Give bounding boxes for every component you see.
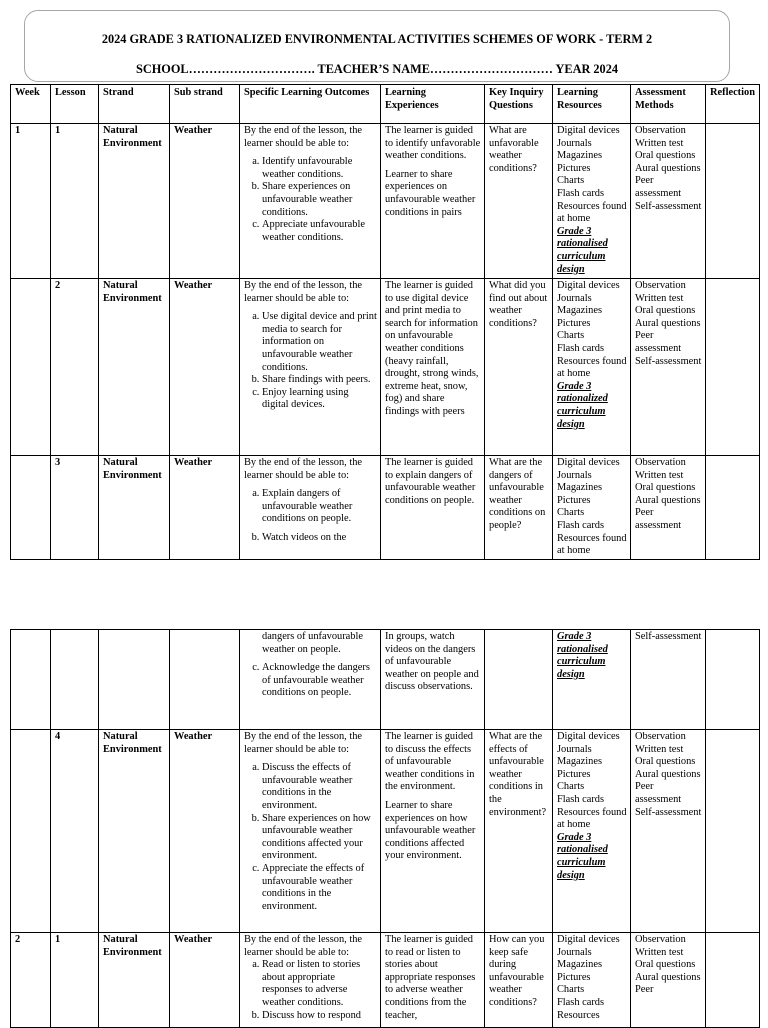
reflection-cell	[706, 456, 760, 560]
school-teacher-year-line: SCHOOL…………………………. TEACHER’S NAME………………………… YEAR 2024	[136, 62, 618, 76]
experience-text: Learner to share experiences on how unfavourable weather conditions affected your environment.	[385, 799, 476, 862]
reflection-cell	[706, 630, 760, 730]
column-header: Sub strand	[170, 85, 240, 124]
experiences-cell	[381, 279, 485, 456]
experience-text: The learner is guided to discuss the effects of unfavourable weather conditions in the environment.	[385, 731, 475, 793]
experiences-cell	[381, 730, 485, 933]
lesson-cell: 1	[51, 933, 99, 1028]
assessment-cell	[631, 630, 706, 730]
resource-item: Journals	[557, 469, 592, 481]
assessment-item: Peer assessment	[635, 781, 682, 805]
assessment-item: Observation	[635, 280, 686, 291]
resource-item: Charts	[557, 984, 585, 996]
table-row	[11, 630, 760, 730]
inquiry-question-cell: What are the dangers of unfavourable weather conditions on people?	[485, 456, 553, 560]
outcomes-intro: By the end of the lesson, the learner should be able to:	[244, 934, 363, 958]
column-header: Assessment Methods	[631, 85, 706, 124]
outcomes-list	[244, 631, 377, 656]
outcome-item: b. Share findings with peers.	[262, 374, 377, 387]
week-cell	[11, 456, 51, 560]
assessment-item: Written test	[635, 743, 684, 755]
resource-item: Magazines	[557, 959, 603, 971]
table-row	[11, 730, 760, 933]
resource-item: Digital devices	[557, 125, 620, 136]
resource-item: Flash cards	[557, 996, 605, 1008]
substrand-cell	[170, 630, 240, 730]
resources-cell	[553, 730, 631, 933]
outcomes-intro: By the end of the lesson, the learner should be able to:	[244, 125, 363, 149]
document-header-box	[24, 10, 730, 82]
document-title: 2024 GRADE 3 RATIONALIZED ENVIRONMENTAL ACTIVITIES SCHEMES OF WORK - TERM 2	[101, 32, 653, 46]
substrand-cell: Weather	[170, 279, 240, 456]
outcome-item: a. Explain dangers of unfavourable weather conditions on people.	[262, 488, 377, 526]
outcomes-cell	[240, 730, 381, 933]
substrand-cell: Weather	[170, 124, 240, 279]
outcome-item: b. Discuss how to respond	[262, 1010, 377, 1023]
week-cell: 2	[11, 933, 51, 1028]
resource-item: Resources	[557, 1009, 600, 1021]
resource-item: Flash cards	[557, 342, 605, 354]
inquiry-question-cell: How can you keep safe during unfavourable weather conditions?	[485, 933, 553, 1028]
table-header-row	[11, 85, 760, 124]
resource-item: Pictures	[557, 494, 591, 506]
assessment-item: Peer assessment	[635, 507, 682, 531]
assessment-item: Written test	[635, 137, 684, 149]
table-row	[11, 456, 760, 560]
column-header: Learning Experiences	[381, 85, 485, 124]
schemes-of-work-table-page-2	[10, 629, 760, 1028]
outcome-item: c. Enjoy learning using digital devices.	[262, 387, 377, 412]
outcomes-cell	[240, 279, 381, 456]
assessment-item: Oral questions	[635, 305, 696, 317]
resource-item: Magazines	[557, 756, 603, 768]
outcome-item: c. Appreciate unfavourable weather conditions.	[262, 219, 377, 244]
assessment-item: Observation	[635, 731, 686, 742]
assessment-item: Aural questions	[635, 317, 701, 329]
resource-item: Journals	[557, 137, 592, 149]
lesson-cell: 1	[51, 124, 99, 279]
resource-item: Charts	[557, 330, 585, 342]
strand-cell: Natural Environment	[99, 730, 170, 933]
experience-text: The learner is guided to identify unfavorable weather conditions.	[385, 125, 481, 162]
assessment-cell	[631, 124, 706, 279]
assessment-item: Self-assessment	[635, 200, 702, 212]
assessment-cell	[631, 933, 706, 1028]
curriculum-reference: Grade 3 rationalised curriculum design	[557, 631, 608, 680]
outcomes-intro: By the end of the lesson, the learner should be able to:	[244, 457, 363, 481]
substrand-cell: Weather	[170, 730, 240, 933]
assessment-item: Oral questions	[635, 150, 696, 162]
resource-item: Pictures	[557, 768, 591, 780]
resource-item: Pictures	[557, 317, 591, 329]
reflection-cell	[706, 933, 760, 1028]
outcome-item: b. Watch videos on the	[262, 532, 377, 545]
resource-item: Resources found at home	[557, 200, 627, 225]
outcomes-cell	[240, 456, 381, 560]
assessment-item: Aural questions	[635, 768, 701, 780]
assessment-item: Observation	[635, 934, 686, 945]
assessment-item: Observation	[635, 457, 686, 468]
outcomes-list	[244, 156, 377, 244]
outcome-item: b. Share experiences on unfavourable weather conditions.	[262, 181, 377, 219]
curriculum-reference: Grade 3 rationalised curriculum design	[557, 225, 608, 275]
outcomes-list	[244, 762, 377, 913]
table-row	[11, 933, 760, 1028]
assessment-item: Oral questions	[635, 756, 696, 768]
resource-item: Journals	[557, 292, 592, 304]
resources-cell	[553, 456, 631, 560]
assessment-cell	[631, 730, 706, 933]
outcome-item: a. Read or listen to stories about appropriate responses to adverse weather conditions.	[262, 959, 377, 1009]
resource-item: Flash cards	[557, 519, 605, 531]
resource-item: Digital devices	[557, 280, 620, 291]
lesson-cell: 3	[51, 456, 99, 560]
assessment-item: Self-assessment	[635, 806, 702, 818]
resources-cell	[553, 124, 631, 279]
inquiry-question-cell: What did you find out about weather conditions?	[485, 279, 553, 456]
resource-item: Journals	[557, 946, 592, 958]
assessment-item: Oral questions	[635, 482, 696, 494]
experiences-cell	[381, 630, 485, 730]
outcome-item: c. Appreciate the effects of unfavourable weather conditions in the environment.	[262, 863, 377, 913]
strand-cell: Natural Environment	[99, 933, 170, 1028]
strand-cell: Natural Environment	[99, 456, 170, 560]
assessment-item: Written test	[635, 292, 684, 304]
column-header: Specific Learning Outcomes	[240, 85, 381, 124]
outcomes-cell	[240, 933, 381, 1028]
experience-text: In groups, watch videos on the dangers of unfavourable weather on people and discuss observations.	[385, 631, 479, 693]
inquiry-question-cell: What are unfavorable weather conditions?	[485, 124, 553, 279]
resource-item: Charts	[557, 507, 585, 519]
assessment-item: Peer assessment	[635, 330, 682, 354]
outcome-item: a. Identify unfavourable weather conditions.	[262, 156, 377, 181]
assessment-item: Written test	[635, 469, 684, 481]
outcome-item: dangers of unfavourable weather on people.	[262, 631, 363, 655]
week-cell	[11, 279, 51, 456]
week-cell	[11, 730, 51, 933]
week-cell	[11, 630, 51, 730]
experiences-cell	[381, 124, 485, 279]
resource-item: Digital devices	[557, 457, 620, 468]
outcomes-intro: By the end of the lesson, the learner should be able to:	[244, 280, 363, 304]
assessment-item: Written test	[635, 946, 684, 958]
assessment-item: Peer assessment	[635, 175, 682, 199]
experience-text: The learner is guided to explain dangers of unfavourable weather conditions on people.	[385, 457, 476, 506]
resources-cell	[553, 933, 631, 1028]
substrand-cell: Weather	[170, 933, 240, 1028]
resources-cell	[553, 279, 631, 456]
lesson-cell	[51, 630, 99, 730]
assessment-item: Self-assessment	[635, 355, 702, 367]
resource-item: Magazines	[557, 305, 603, 317]
assessment-item: Oral questions	[635, 959, 696, 971]
assessment-item: Aural questions	[635, 162, 701, 174]
reflection-cell	[706, 279, 760, 456]
schemes-of-work-table-page-1	[10, 84, 760, 560]
experiences-cell	[381, 933, 485, 1028]
inquiry-question-cell	[485, 630, 553, 730]
assessment-item: Self-assessment	[635, 631, 702, 642]
assessment-item: Observation	[635, 125, 686, 136]
curriculum-reference: Grade 3 rationalized curriculum design	[557, 380, 608, 430]
resource-item: Charts	[557, 175, 585, 187]
column-header: Lesson	[51, 85, 99, 124]
resource-item: Resources found at home	[557, 532, 627, 557]
column-header: Key Inquiry Questions	[485, 85, 553, 124]
lesson-cell: 2	[51, 279, 99, 456]
strand-cell	[99, 630, 170, 730]
outcome-item: c. Acknowledge the dangers of unfavourable weather conditions on people.	[262, 662, 377, 700]
resource-item: Charts	[557, 781, 585, 793]
reflection-cell	[706, 730, 760, 933]
experience-text: The learner is guided to use digital device and print media to search for information on unfavourable weather conditions (heavy rainfall, drought, strong winds, extreme heat, snow, fog) and share findings with peers	[385, 280, 479, 417]
reflection-cell	[706, 124, 760, 279]
resource-item: Resources found at home	[557, 806, 627, 831]
resource-item: Flash cards	[557, 793, 605, 805]
outcomes-list	[244, 662, 377, 700]
resource-item: Magazines	[557, 482, 603, 494]
resource-item: Magazines	[557, 150, 603, 162]
lesson-cell: 4	[51, 730, 99, 933]
column-header: Learning Resources	[553, 85, 631, 124]
resource-item: Digital devices	[557, 731, 620, 742]
outcomes-intro: By the end of the lesson, the learner should be able to:	[244, 731, 363, 755]
column-header: Reflection	[706, 85, 760, 124]
resource-item: Pictures	[557, 162, 591, 174]
outcomes-list	[244, 959, 377, 1022]
curriculum-reference: Grade 3 rationalised curriculum design	[557, 831, 608, 881]
experiences-cell	[381, 456, 485, 560]
table-row	[11, 124, 760, 279]
assessment-item: Peer	[635, 984, 654, 996]
assessment-cell	[631, 279, 706, 456]
outcome-item: a. Discuss the effects of unfavourable weather conditions in the environment.	[262, 762, 377, 812]
resource-item: Journals	[557, 743, 592, 755]
strand-cell: Natural Environment	[99, 124, 170, 279]
resources-cell	[553, 630, 631, 730]
outcomes-cell	[240, 630, 381, 730]
column-header: Week	[11, 85, 51, 124]
resource-item: Digital devices	[557, 934, 620, 945]
outcomes-list	[244, 488, 377, 544]
column-header: Strand	[99, 85, 170, 124]
inquiry-question-cell: What are the effects of unfavourable weather conditions in the environment?	[485, 730, 553, 933]
assessment-item: Aural questions	[635, 971, 701, 983]
outcome-item: b. Share experiences on how unfavourable weather conditions affected your environment.	[262, 813, 377, 863]
outcomes-list	[244, 311, 377, 412]
strand-cell: Natural Environment	[99, 279, 170, 456]
outcome-item: a. Use digital device and print media to search for information on unfavourable weather conditions.	[262, 311, 377, 374]
experience-text: Learner to share experiences on unfavourable weather conditions in pairs	[385, 168, 476, 218]
experience-text: The learner is guided to read or listen to stories about appropriate responses to adverse weather conditions from the teacher,	[385, 934, 476, 1021]
substrand-cell: Weather	[170, 456, 240, 560]
assessment-item: Aural questions	[635, 494, 701, 506]
resource-item: Pictures	[557, 971, 591, 983]
assessment-cell	[631, 456, 706, 560]
table-row	[11, 279, 760, 456]
resource-item: Flash cards	[557, 187, 605, 199]
week-cell: 1	[11, 124, 51, 279]
resource-item: Resources found at home	[557, 355, 627, 380]
outcomes-cell	[240, 124, 381, 279]
